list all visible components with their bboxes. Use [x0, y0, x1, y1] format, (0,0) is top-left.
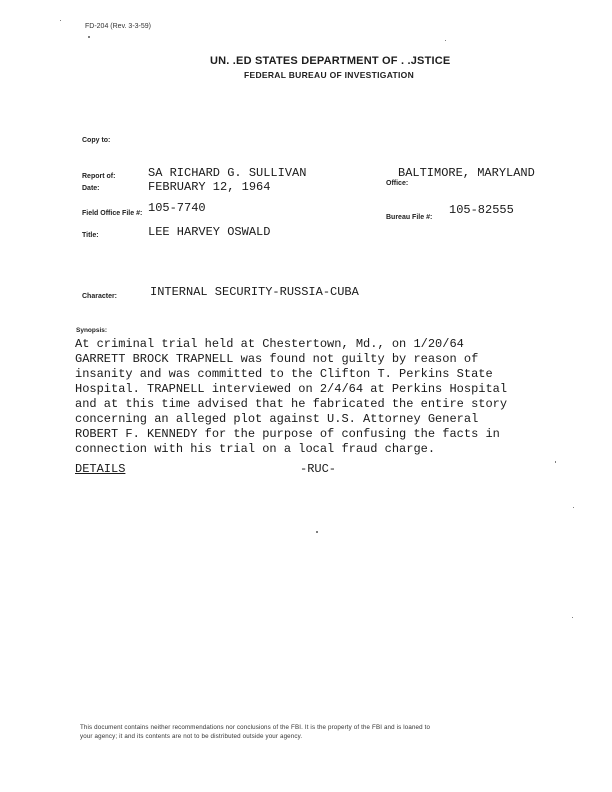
bureau-file-label: Bureau File #: [386, 214, 433, 221]
date-label: Date: [82, 185, 100, 192]
synopsis-line: At criminal trial held at Chestertown, Md., on 1/20/64 [75, 337, 464, 351]
field-office-file-label: Field Office File #: [82, 210, 143, 217]
office-label: Office: [386, 180, 409, 187]
synopsis-line: and at this time advised that he fabricated the entire story [75, 397, 508, 411]
field-office-file-value: 105-7740 [148, 201, 206, 215]
report-of-value: SA RICHARD G. SULLIVAN [148, 166, 307, 180]
scan-speck [316, 531, 318, 533]
synopsis-line: Hospital. TRAPNELL interviewed on 2/4/64 at Perkins Hospital [75, 382, 508, 396]
bureau-file-value: 105-82555 [449, 203, 514, 217]
title-label: Title: [82, 232, 99, 239]
title-value: LEE HARVEY OSWALD [148, 225, 271, 239]
character-label: Character: [82, 293, 118, 300]
footer-disclaimer-line2: your agency; it and its contents are not to be distributed outside your agency. [80, 733, 303, 740]
scan-speck [88, 36, 90, 38]
department-heading: UN. .ED STATES DEPARTMENT OF . .JSTICE [210, 55, 451, 67]
synopsis-line: GARRETT BROCK TRAPNELL was found not guilty by reason of [75, 352, 479, 366]
scan-speck [445, 40, 446, 41]
scan-speck [555, 461, 556, 463]
scan-speck [573, 507, 574, 508]
form-id: FD-204 (Rev. 3-3-59) [85, 23, 152, 30]
footer-disclaimer-line1: This document contains neither recommendations nor conclusions of the FBI. It is the property of the FBI and is loaned to [80, 724, 431, 731]
synopsis-line: ROBERT F. KENNEDY for the purpose of confusing the facts in [75, 427, 500, 441]
office-value: BALTIMORE, MARYLAND [398, 166, 535, 180]
synopsis-line: concerning an alleged plot against U.S. Attorney General [75, 412, 479, 426]
date-value: FEBRUARY 12, 1964 [148, 180, 271, 194]
synopsis-line: connection with his trial on a local fraud charge. [75, 442, 436, 456]
bureau-heading: FEDERAL BUREAU OF INVESTIGATION [244, 70, 415, 80]
synopsis-line: insanity and was committed to the Clifton T. Perkins State [75, 367, 493, 381]
scan-speck [60, 20, 61, 21]
scan-speck [572, 617, 573, 618]
details-heading: DETAILS [75, 462, 126, 476]
ruc-marker: -RUC- [300, 462, 337, 476]
copy-to-label: Copy to: [82, 137, 111, 144]
report-of-label: Report of: [82, 173, 116, 180]
character-value: INTERNAL SECURITY-RUSSIA-CUBA [150, 285, 359, 299]
synopsis-label: Synopsis: [76, 327, 108, 334]
